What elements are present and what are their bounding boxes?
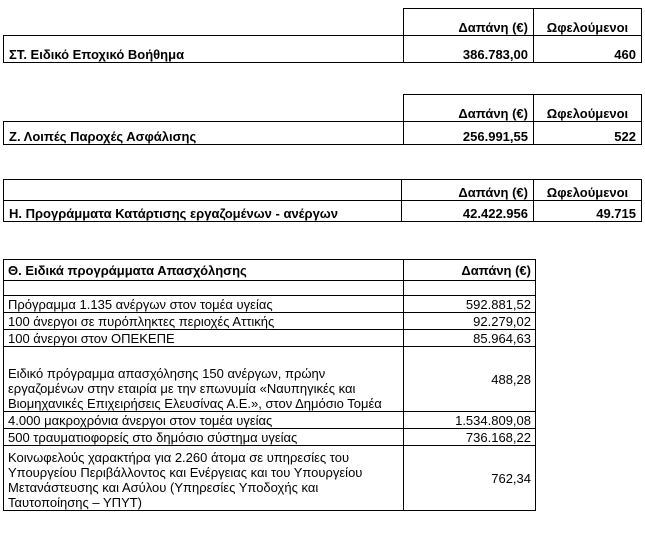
beneficiaries-header: Ωφελούμενοι (534, 95, 642, 122)
program-label: Κοινωφελούς χαρακτήρα για 2.260 άτομα σε υπηρεσίες του Υπουργείου Περιβάλλοντος και Ενέργειας και του Υπουργείου Μετανάστευσης και Ασύλου (Υπηρεσίες Υποδοχής και Ταυτοποίησης – ΥΠΥΤ) (4, 446, 404, 511)
cost-header: Δαπάνη (€) (404, 9, 534, 36)
program-cost: 1.534.809,08 (404, 412, 536, 429)
program-cost: 85.964,63 (404, 330, 536, 347)
program-cost: 488,28 (404, 347, 536, 412)
program-cost: 736.168,22 (404, 429, 536, 446)
cost-header: Δαπάνη (€) (404, 95, 534, 122)
row-label: Η. Προγράμματα Κατάρτισης εργαζομένων - ανέργων (4, 201, 402, 222)
programs-title: Θ. Ειδικά προγράμματα Απασχόλησης (4, 260, 404, 281)
program-label: Ειδικό πρόγραμμα απασχόλησης 150 ανέργων, πρώην εργαζομένων στην εταιρία με την επωνυμία «Ναυπηγικές και Βιομηχανικές Επιχειρήσεις Ελευσίνας Α.Ε.», στον Δημόσιο Τομέα (4, 347, 404, 412)
row-beneficiaries: 522 (534, 122, 642, 145)
empty-header-cell (4, 180, 402, 201)
seasonal-allowance-table (3, 8, 642, 63)
row-beneficiaries: 460 (534, 36, 642, 63)
spacer-cell (404, 281, 536, 296)
spacer-cell (4, 281, 404, 296)
program-label: 100 άνεργοι στον ΟΠΕΚΕΠΕ (4, 330, 404, 347)
program-label: Πρόγραμμα 1.135 ανέργων στον τομέα υγείας (4, 296, 404, 313)
empty-header-cell (4, 95, 404, 122)
program-cost: 592.881,52 (404, 296, 536, 313)
empty-header-cell (4, 9, 404, 36)
row-cost: 42.422.956 (402, 201, 534, 222)
training-programs-table (3, 179, 642, 222)
program-label: 4.000 μακροχρόνια άνεργοι στον τομέα υγείας (4, 412, 404, 429)
other-insurance-benefits-table (3, 94, 642, 145)
program-cost: 92.279,02 (404, 313, 536, 330)
program-cost: 762,34 (404, 446, 536, 511)
cost-header: Δαπάνη (€) (402, 180, 534, 201)
row-label: Ζ. Λοιπές Παροχές Ασφάλισης (4, 122, 404, 145)
program-label: 100 άνεργοι σε πυρόπληκτες περιοχές Αττικής (4, 313, 404, 330)
row-label: ΣΤ. Ειδικό Εποχικό Βοήθημα (4, 36, 404, 63)
cost-header: Δαπάνη (€) (404, 260, 536, 281)
row-beneficiaries: 49.715 (534, 201, 642, 222)
beneficiaries-header: Ωφελούμενοι (534, 180, 642, 201)
beneficiaries-header: Ωφελούμενοι (534, 9, 642, 36)
row-cost: 256.991,55 (404, 122, 534, 145)
program-label: 500 τραυματιοφορείς στο δημόσιο σύστημα υγείας (4, 429, 404, 446)
special-employment-programs-table (3, 259, 536, 511)
row-cost: 386.783,00 (404, 36, 534, 63)
